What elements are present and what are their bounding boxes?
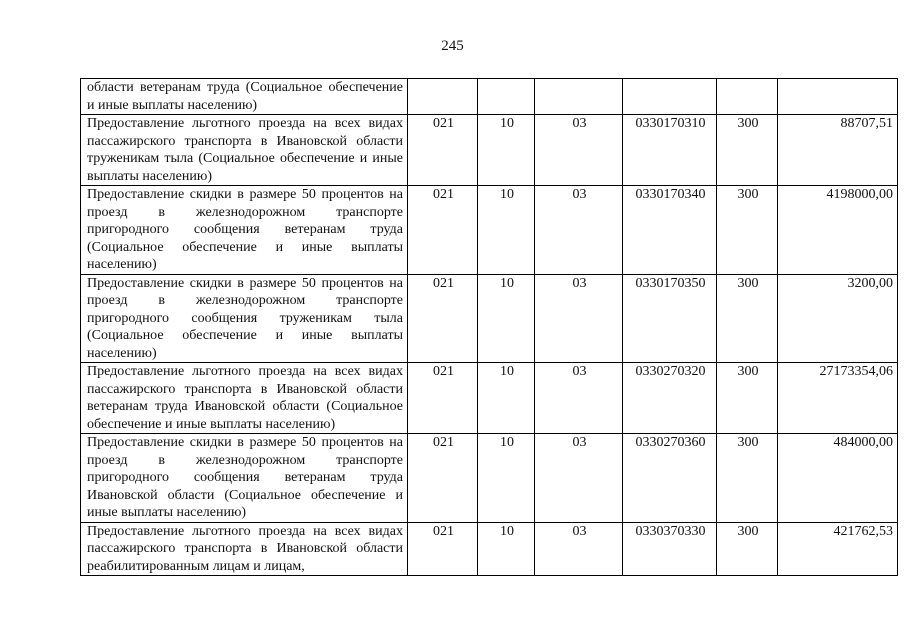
amount: 4198000,00 <box>778 186 898 275</box>
expense-type-code <box>717 79 778 115</box>
expense-type-code: 300 <box>717 434 778 523</box>
amount: 3200,00 <box>778 274 898 363</box>
row-description: Предоставление скидки в размере 50 процентов на проезд в железнодорожном транспорте пригородного сообщения труженикам тыла (Социальное обеспечение и иные выплаты населению) <box>81 274 408 363</box>
section-code <box>478 79 535 115</box>
subsection-code: 03 <box>535 434 623 523</box>
table-row <box>81 363 898 434</box>
section-code: 10 <box>478 115 535 186</box>
amount: 27173354,06 <box>778 363 898 434</box>
subsection-code <box>535 79 623 115</box>
page-number: 245 <box>441 38 464 54</box>
target-article-code: 0330170310 <box>623 115 717 186</box>
ministry-code: 021 <box>408 274 478 363</box>
budget-table <box>80 78 898 576</box>
target-article-code: 0330170350 <box>623 274 717 363</box>
amount: 421762,53 <box>778 522 898 576</box>
subsection-code: 03 <box>535 115 623 186</box>
ministry-code <box>408 79 478 115</box>
amount: 484000,00 <box>778 434 898 523</box>
row-description: Предоставление скидки в размере 50 процентов на проезд в железнодорожном транспорте пригородного сообщения ветеранам труда Ивановской области (Социальное обеспечение и иные выплаты населению) <box>81 434 408 523</box>
subsection-code: 03 <box>535 363 623 434</box>
row-description: области ветеранам труда (Социальное обеспечение и иные выплаты населению) <box>81 79 408 115</box>
ministry-code: 021 <box>408 434 478 523</box>
section-code: 10 <box>478 274 535 363</box>
section-code: 10 <box>478 186 535 275</box>
row-description: Предоставление скидки в размере 50 процентов на проезд в железнодорожном транспорте пригородного сообщения ветеранам труда (Социальное обеспечение и иные выплаты населению) <box>81 186 408 275</box>
table-row <box>81 186 898 275</box>
ministry-code: 021 <box>408 522 478 576</box>
amount: 88707,51 <box>778 115 898 186</box>
expense-type-code: 300 <box>717 274 778 363</box>
target-article-code: 0330270360 <box>623 434 717 523</box>
section-code: 10 <box>478 522 535 576</box>
row-description: Предоставление льготного проезда на всех видах пассажирского транспорта в Ивановской области труженикам тыла (Социальное обеспечение и иные выплаты населению) <box>81 115 408 186</box>
table-row <box>81 522 898 576</box>
expense-type-code: 300 <box>717 115 778 186</box>
row-description: Предоставление льготного проезда на всех видах пассажирского транспорта в Ивановской области ветеранам труда Ивановской области (Социальное обеспечение и иные выплаты населению) <box>81 363 408 434</box>
subsection-code: 03 <box>535 186 623 275</box>
row-description: Предоставление льготного проезда на всех видах пассажирского транспорта в Ивановской области реабилитированным лицам и лицам, <box>81 522 408 576</box>
target-article-code <box>623 79 717 115</box>
target-article-code: 0330270320 <box>623 363 717 434</box>
subsection-code: 03 <box>535 274 623 363</box>
expense-type-code: 300 <box>717 363 778 434</box>
ministry-code: 021 <box>408 363 478 434</box>
target-article-code: 0330170340 <box>623 186 717 275</box>
ministry-code: 021 <box>408 115 478 186</box>
ministry-code: 021 <box>408 186 478 275</box>
table-row <box>81 274 898 363</box>
subsection-code: 03 <box>535 522 623 576</box>
table-row <box>81 434 898 523</box>
expense-type-code: 300 <box>717 186 778 275</box>
expense-type-code: 300 <box>717 522 778 576</box>
section-code: 10 <box>478 434 535 523</box>
section-code: 10 <box>478 363 535 434</box>
target-article-code: 0330370330 <box>623 522 717 576</box>
amount <box>778 79 898 115</box>
table-row <box>81 79 898 115</box>
table-row <box>81 115 898 186</box>
